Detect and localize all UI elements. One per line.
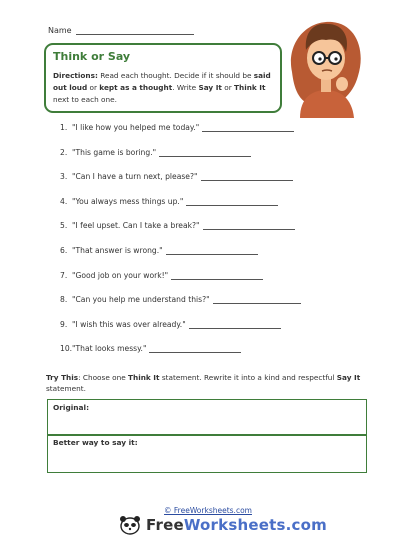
- answer-line[interactable]: [171, 271, 263, 280]
- item-text: "I feel upset. Can I take a break?": [72, 221, 200, 231]
- item-text: "I like how you helped me today.": [72, 123, 200, 132]
- try-this-text-3: statement.: [46, 384, 86, 393]
- list-item: [60, 344, 301, 369]
- item-number: 10.: [60, 344, 73, 354]
- thinking-boy-illustration: [286, 14, 362, 118]
- list-item: [60, 246, 301, 271]
- list-item: [60, 148, 301, 173]
- name-label: Name: [48, 26, 72, 35]
- item-number: 8.: [60, 295, 68, 305]
- try-this-text-2: statement. Rewrite it into a kind and respectful: [159, 373, 337, 382]
- directions-text-4: or: [221, 83, 235, 92]
- original-answer-box[interactable]: [47, 399, 367, 436]
- directions-text-5: next to each one.: [53, 95, 117, 104]
- directions-bold-3: Say It: [198, 83, 222, 92]
- directions-bold-2: kept as a thought: [99, 83, 173, 92]
- item-text: "This game is boring.": [72, 147, 157, 157]
- answer-line[interactable]: [213, 295, 301, 304]
- better-answer-box[interactable]: [47, 434, 367, 473]
- answer-line[interactable]: [159, 148, 251, 157]
- directions-bold-1: said out loud: [53, 71, 271, 92]
- directions-text: [53, 70, 273, 106]
- name-field[interactable]: [76, 26, 194, 35]
- site-logo[interactable]: [118, 515, 327, 535]
- item-text: "I wish this was over already.": [72, 319, 186, 329]
- item-number: 9.: [60, 319, 68, 329]
- list-item: [60, 123, 301, 148]
- directions-label: Directions:: [53, 71, 98, 80]
- answer-line[interactable]: [166, 246, 258, 255]
- list-item: [60, 221, 301, 246]
- panda-logo-icon: [118, 515, 142, 535]
- try-this-text-1: : Choose one: [78, 373, 129, 382]
- answer-line[interactable]: [186, 197, 278, 206]
- directions-text-2: or: [87, 83, 100, 92]
- answer-line[interactable]: [202, 123, 294, 132]
- item-number: 5.: [60, 221, 68, 231]
- original-label: Original:: [53, 403, 90, 412]
- item-number: 4.: [60, 196, 68, 206]
- item-number: 1.: [60, 123, 68, 132]
- try-this-bold-1: Think It: [128, 373, 160, 382]
- directions-bold-4: Think It: [234, 83, 266, 92]
- footer-link[interactable]: © FreeWorksheets.com: [164, 506, 252, 515]
- list-item: [60, 295, 301, 320]
- item-text: "Good job on your work!": [72, 270, 169, 280]
- try-this-label: Try This: [46, 373, 79, 382]
- item-number: 2.: [60, 147, 68, 157]
- item-text: "That looks messy.": [72, 344, 147, 354]
- directions-text-1: Read each thought. Decide if it should be: [97, 71, 254, 80]
- list-item: [60, 172, 301, 197]
- list-item: [60, 197, 301, 222]
- item-text: "Can you help me understand this?": [72, 295, 210, 305]
- item-number: 7.: [60, 270, 68, 280]
- answer-line[interactable]: [189, 320, 281, 329]
- answer-line[interactable]: [149, 344, 241, 353]
- name-row: [48, 26, 194, 35]
- better-label: Better way to say it:: [53, 438, 138, 447]
- logo-text-worksheets: Worksheets.com: [183, 516, 327, 534]
- list-item: [60, 271, 301, 296]
- try-this-bold-2: Say It: [336, 373, 361, 382]
- answer-line[interactable]: [203, 221, 295, 230]
- item-text: "That answer is wrong.": [72, 245, 163, 255]
- answer-line[interactable]: [201, 172, 293, 181]
- item-number: 6.: [60, 245, 68, 255]
- try-this-instructions: [46, 372, 376, 394]
- item-text: "Can I have a turn next, please?": [72, 172, 198, 182]
- worksheet-title: Think or Say: [53, 50, 131, 63]
- list-item: [60, 320, 301, 345]
- logo-text-free: Free: [146, 516, 184, 534]
- item-text: "You always mess things up.": [72, 196, 184, 206]
- item-number: 3.: [60, 172, 68, 182]
- directions-box: [44, 43, 282, 113]
- directions-text-3: . Write: [172, 83, 199, 92]
- thought-list: [60, 123, 301, 369]
